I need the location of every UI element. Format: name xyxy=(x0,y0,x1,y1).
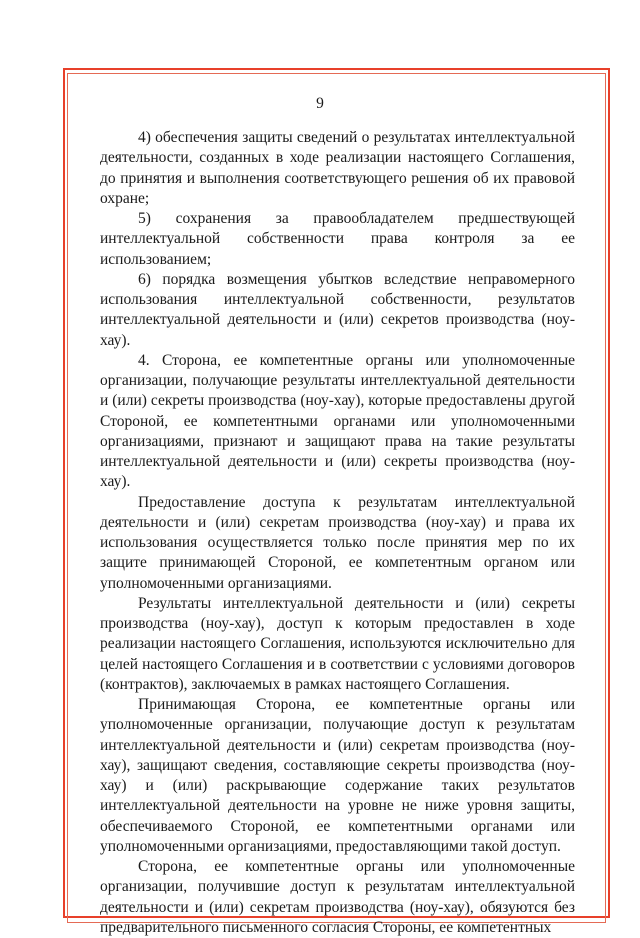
paragraph-clause-6: 6) порядка возмещения убытков вследствие неправомерного использования интеллектуальной собственности, результатов интеллектуальной деятельности и (или) секретов производства (ноу-хау). xyxy=(100,270,575,349)
page-number: 9 xyxy=(316,95,324,112)
paragraph-clause-5: 5) сохранения за правообладателем предшествующей интеллектуальной собственности права контроля за ее использованием; xyxy=(100,210,575,268)
paragraph-party-obligations: Сторона, ее компетентные органы или уполномоченные организации, получившие доступ к результатам интеллектуальной деятельности и (или) секретам производства (ноу-хау), обязуются без предварительного письменного согласия Стороны, ее компетентных xyxy=(100,858,575,936)
paragraph-access-provision: Предоставление доступа к результатам интеллектуальной деятельности и (или) секретам производства (ноу-хау) и права их использования осуществляется только после принятия мер по их защите принимающей Стороной, ее компетентным органом или уполномоченными организациями. xyxy=(100,493,575,592)
document-body xyxy=(100,128,575,938)
paragraph-receiving-party: Принимающая Сторона, ее компетентные органы или уполномоченные организации, получающие доступ к результатам интеллектуальной деятельности и (или) секретам производства (ноу-хау), защищают сведения, составляющие секреты производства (ноу-хау) и (или) раскрывающие содержание таких результатов интеллектуальной деятельности на уровне не ниже уровня защиты, обеспечиваемого Стороной, ее компетентными органами или уполномоченными организациями, предоставляющими такой доступ. xyxy=(100,696,575,855)
paragraph-article-4: 4. Сторона, ее компетентные органы или уполномоченные организации, получающие результаты интеллектуальной деятельности и (или) секреты производства (ноу-хау), которые предоставлены другой Стороной, ее компетентными органами или уполномоченными организациями, признают и защищают права на такие результаты интеллектуальной деятельности и (или) секреты производства (ноу-хау). xyxy=(100,351,575,491)
paragraph-clause-4: 4) обеспечения защиты сведений о результатах интеллектуальной деятельности, созданных в ходе реализации настоящего Соглашения, до принятия и выполнения соответствующего решения об их правовой охране; xyxy=(100,129,575,207)
paragraph-results-usage: Результаты интеллектуальной деятельности и (или) секреты производства (ноу-хау), доступ к которым предоставлен в ходе реализации настоящего Соглашения, используются исключительно для целей настоящего Соглашения и в соответствии с условиями договоров (контрактов), заключаемых в рамках настоящего Соглашения. xyxy=(100,594,575,693)
